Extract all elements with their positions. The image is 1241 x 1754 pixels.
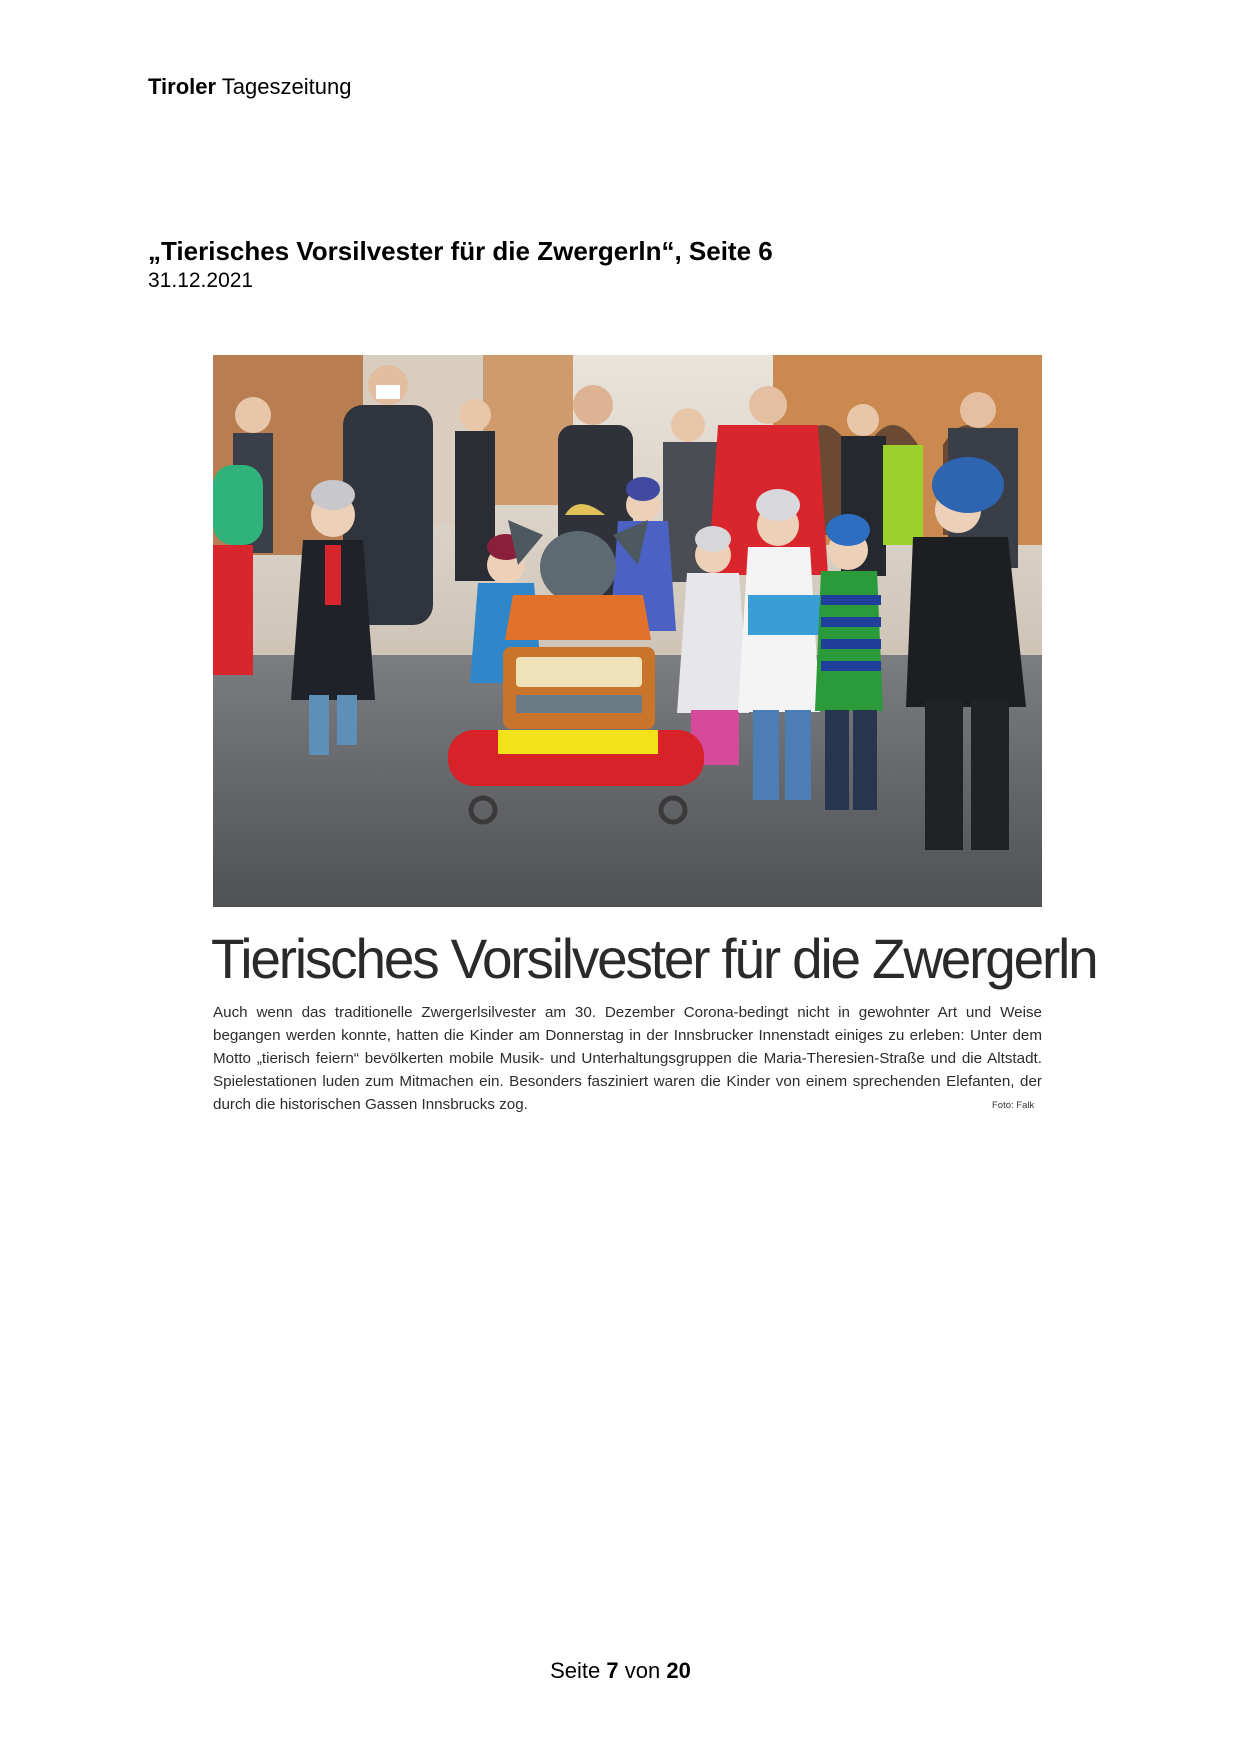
brand-name-regular: Tageszeitung [221, 74, 352, 99]
article-headline: Tierisches Vorsilvester für die Zwergerln [211, 927, 1097, 990]
page-separator: von [624, 1658, 661, 1683]
current-page-number: 7 [606, 1658, 619, 1683]
document-date: 31.12.2021 [148, 269, 254, 292]
photo-credit: Foto: Falk [992, 1100, 1035, 1111]
brand-name-bold: Tiroler [148, 74, 217, 99]
article-photo [213, 355, 1042, 907]
page-label: Seite [550, 1658, 601, 1683]
page-footer [0, 1658, 1241, 1684]
publication-header [148, 74, 351, 100]
article-body: Auch wenn das traditionelle Zwergerlsilvester am 30. Dezember Corona-bedingt nicht in gewohnter Art und Weise begangen werden konnte, hatten die Kinder am Donnerstag in der Innsbrucker Innenstadt einiges zu erleben: Unter dem Motto „tierisch feiern“ bevölkerten mobile Musik- und Unterhaltungsgruppen die Maria-Theresien-Straße und die Altstadt. Spielestationen luden zum Mitmachen ein. Besonders fasziniert waren die Kinder von einem sprechenden Elefanten, der durch die historischen Gassen Innsbrucks zog. [213, 1004, 1042, 1113]
street-parade-illustration [213, 355, 1042, 907]
total-pages-number: 20 [666, 1658, 691, 1683]
document-title: „Tierisches Vorsilvester für die Zwergerln“, Seite 6 [148, 236, 773, 266]
